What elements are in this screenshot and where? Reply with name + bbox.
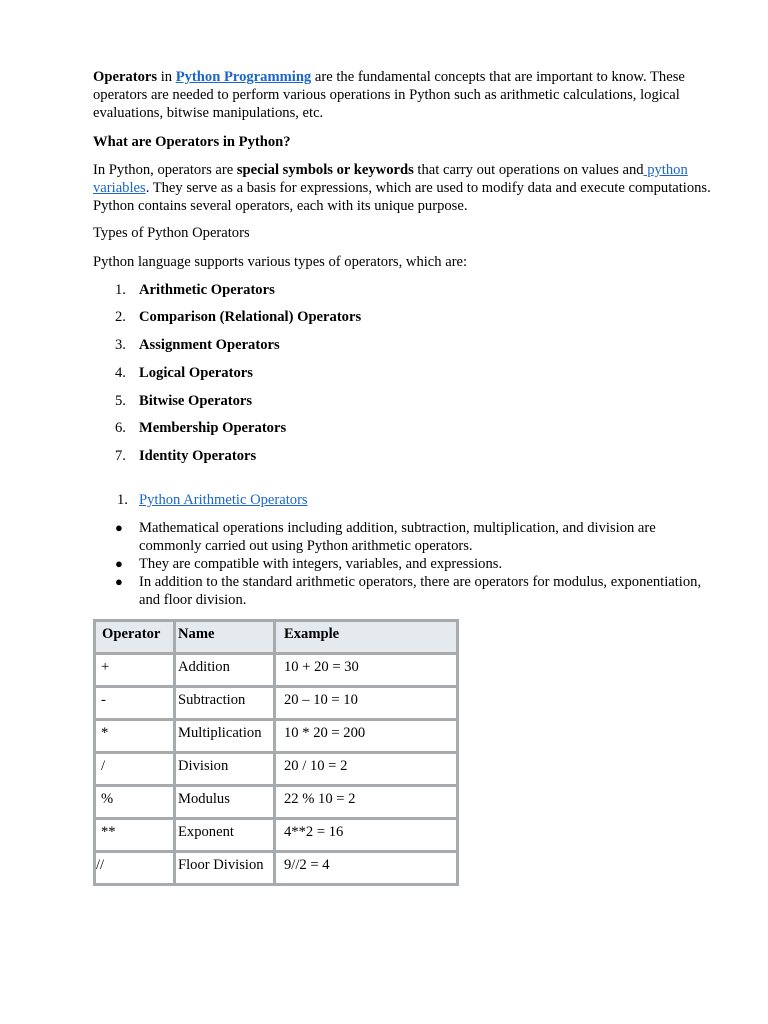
definition-bold: special symbols or keywords <box>236 162 414 178</box>
intro-in: in <box>157 69 176 85</box>
header-name: Name <box>176 622 273 652</box>
table-row <box>96 820 456 850</box>
list-number: 4. <box>115 365 126 381</box>
types-intro: Python language supports various types of operators, which are: <box>93 254 468 270</box>
table-row <box>96 787 456 817</box>
cell-name: Exponent <box>176 820 273 850</box>
list-item <box>93 555 713 573</box>
cell-example: 20 / 10 = 2 <box>276 754 456 784</box>
cell-name: Division <box>176 754 273 784</box>
cell-example: 10 * 20 = 200 <box>276 721 456 751</box>
table-row <box>96 655 456 685</box>
cell-operator: / <box>96 754 173 784</box>
python-programming-link[interactable]: Python Programming <box>175 69 312 85</box>
definition-part2: that carry out operations on values and <box>413 162 644 178</box>
bullet-text: Mathematical operations including addition, subtraction, multiplication, and division are commonly carried out using Python arithmetic operators. <box>139 520 656 554</box>
cell-operator: - <box>96 688 173 718</box>
intro-lead: Operators <box>93 69 158 85</box>
cell-operator: ** <box>96 820 173 850</box>
cell-example: 9//2 = 4 <box>276 853 456 883</box>
bullet-text: They are compatible with integers, variables, and expressions. <box>139 556 503 572</box>
cell-name: Subtraction <box>176 688 273 718</box>
section-number: 1. <box>117 492 128 508</box>
definition-paragraph <box>93 161 733 215</box>
cell-example: 20 – 10 = 10 <box>276 688 456 718</box>
section-heading: What are Operators in Python? <box>93 134 291 150</box>
header-example: Example <box>276 622 456 652</box>
cell-operator: * <box>96 721 173 751</box>
table-header-row <box>96 622 456 652</box>
table-row <box>96 688 456 718</box>
table-row <box>96 754 456 784</box>
cell-example: 4**2 = 16 <box>276 820 456 850</box>
table-row <box>96 853 456 883</box>
cell-name: Multiplication <box>176 721 273 751</box>
list-label: Logical Operators <box>139 365 253 381</box>
cell-operator: // <box>96 853 173 883</box>
bullet-icon: ● <box>115 574 123 589</box>
types-title: Types of Python Operators <box>93 225 250 241</box>
list-item <box>93 573 713 609</box>
cell-operator: + <box>96 655 173 685</box>
bullet-icon: ● <box>115 556 123 571</box>
table-row <box>96 721 456 751</box>
list-item <box>93 519 713 555</box>
list-label: Comparison (Relational) Operators <box>139 309 362 325</box>
arithmetic-operators-table <box>93 619 459 886</box>
list-label: Assignment Operators <box>139 337 280 353</box>
list-number: 5. <box>115 393 126 409</box>
list-number: 3. <box>115 337 126 353</box>
list-label: Bitwise Operators <box>139 393 253 409</box>
intro-rest: are the fundamental concepts that are important to know. These operators are needed to perform various operations in Python such as arithmetic calculations, logical evaluations, bitwise manipulations, etc. <box>93 69 685 121</box>
bullet-icon: ● <box>115 520 123 535</box>
definition-part1: In Python, operators are <box>93 162 237 178</box>
python-variables-link[interactable]: python variables <box>93 162 688 196</box>
list-number: 1. <box>115 282 126 298</box>
cell-example: 22 % 10 = 2 <box>276 787 456 817</box>
header-operator: Operator <box>96 622 173 652</box>
cell-example: 10 + 20 = 30 <box>276 655 456 685</box>
intro-paragraph <box>93 68 733 122</box>
definition-part3: . They serve as a basis for expressions, which are used to modify data and execute computations. Python contains several operators, each with its unique purpose. <box>93 180 711 214</box>
list-number: 2. <box>115 309 126 325</box>
list-number: 7. <box>115 448 126 464</box>
bullet-text: In addition to the standard arithmetic operators, there are operators for modulus, exponentiation, and floor division. <box>139 574 702 608</box>
cell-name: Floor Division <box>176 853 273 883</box>
cell-name: Addition <box>176 655 273 685</box>
cell-name: Modulus <box>176 787 273 817</box>
cell-operator: % <box>96 787 173 817</box>
list-label: Membership Operators <box>139 420 287 436</box>
list-label: Identity Operators <box>139 448 257 464</box>
list-label: Arithmetic Operators <box>139 282 275 298</box>
arithmetic-operators-link[interactable]: Python Arithmetic Operators <box>139 492 308 508</box>
list-number: 6. <box>115 420 126 436</box>
